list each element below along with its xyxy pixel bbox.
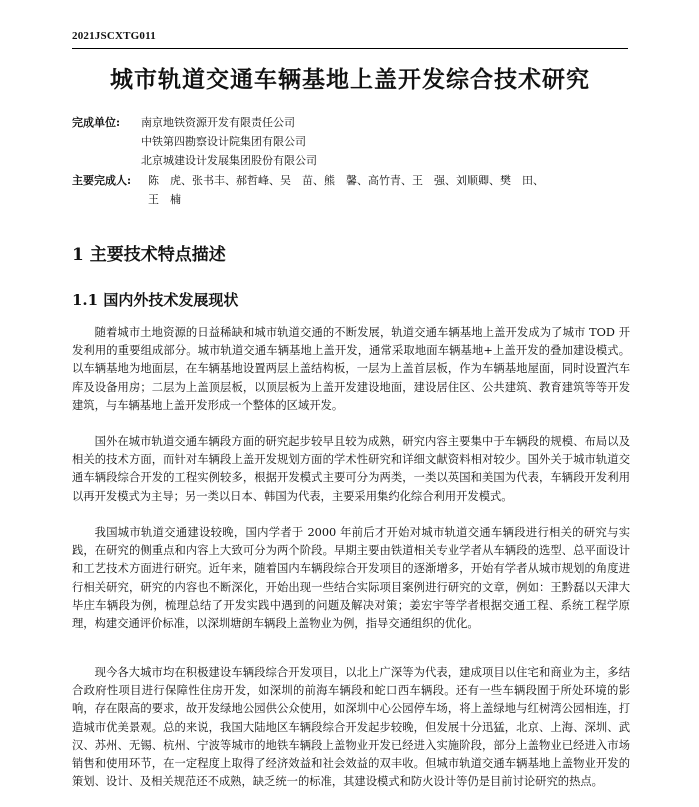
people-label — [72, 171, 131, 190]
people-list-line2: 王 楠 — [148, 193, 181, 206]
section-heading: 1 主要技术特点描述 — [72, 245, 226, 265]
units-label — [72, 113, 120, 132]
people-label-text: 主要完成人: — [72, 174, 132, 187]
body-paragraph: 我国城市轨道交通建设较晚，国内学者于 2000 年前后才开始对城市轨道交通车辆段进行相关的研究与实践，在研究的侧重点和内容上大致可分为两个阶段。早期主要由铁道相关专业学者从车辆段的选型、总平面设计和工艺技术方面进行研究。近年来，随着国内车辆段综合开发项目的逐渐增多，开始有学者从城市规划的角度进行相关研究，研究的内容也不断深化，开始出现一些结合实际项目案例进行研究的文章，例如：王黔磊以天津大毕庄车辆段为例，梳理总结了开发实践中遇到的问题及解决对策；姜宏宇等学者根据交通工程、系统工程学原理，构建交通评价标准，以深圳塘朗车辆段上盖物业为例，指导交通组织的优化。 — [72, 526, 630, 631]
units-label-text: 完成单位: — [72, 116, 121, 129]
people-list-line1: 陈 虎、张书丰、郝哲峰、吴 苗、熊 馨、高竹青、王 强、刘顺卿、樊 田、 — [148, 174, 544, 187]
document-title: 城市轨道交通车辆基地上盖开发综合技术研究 — [110, 66, 590, 93]
unit-item: 北京城建设计发展集团股份有限公司 — [141, 154, 317, 167]
subsection-heading: 1.1 国内外技术发展现状 — [72, 291, 239, 309]
project-code: 2021JSCXTG011 — [72, 30, 156, 42]
body-paragraph: 国外在城市轨道交通车辆段方面的研究起步较早且较为成熟，研究内容主要集中于车辆段的规模、布局以及相关的技术方面，而针对车辆段上盖开发规划方面的学术性研究和详细文献资料相对较少。国外关于城市轨道交通车辆段综合开发的工程实例较多，根据开发模式主要可分为两类，一类以英国和美国为代表，车辆段开发利用以再开发模式为主导；另一类以日本、韩国为代表，主要采用集约化综合利用开发模式。 — [72, 435, 630, 503]
unit-item: 南京地铁资源开发有限责任公司 — [141, 116, 295, 129]
header-rule — [72, 48, 628, 49]
body-paragraph: 随着城市土地资源的日益稀缺和城市轨道交通的不断发展，轨道交通车辆基地上盖开发成为了城市 TOD 开发利用的重要组成部分。城市轨道交通车辆基地上盖开发，通常采取地面车辆基地+上盖开发的叠加建设模式。以车辆基地为地面层，在车辆基地设置两层上盖结构板，一层为上盖首层板，作为车辆基地屋面，同时设置汽车库及设备用房；二层为上盖顶层板，以顶层板为上盖开发建设地面，建设居住区、公共建筑、教育建筑等等开发建筑，与车辆基地上盖开发形成一个整体的区域开发。 — [72, 326, 630, 412]
unit-item: 中铁第四勘察设计院集团有限公司 — [141, 135, 306, 148]
body-paragraph: 现今各大城市均在积极建设车辆段综合开发项目，以北上广深等为代表，建成项目以住宅和商业为主，多结合政府性项目进行保障性住房开发，如深圳的前海车辆段和蛇口西车辆段。还有一些车辆段囿于所处环境的影响，存在限高的要求，故开发绿地公园供公众使用，如深圳中心公园停车场，将上盖绿地与红树湾公园相连，打造城市优美景观。总的来说，我国大陆地区车辆段综合开发起步较晚，但发展十分迅猛，北京、上海、深圳、武汉、苏州、无锡、杭州、宁波等城市的地铁车辆段上盖物业开发已经进入实施阶段，部分上盖物业已经进入市场销售和使用环节，在一定程度上取得了经济效益和社会效益的双丰收。但城市轨道交通车辆基地上盖物业开发的策划、设计、及相关规范还不成熟，缺乏统一的标准，其建设模式和防火设计等仍是目前讨论研究的热点。 — [72, 666, 630, 789]
